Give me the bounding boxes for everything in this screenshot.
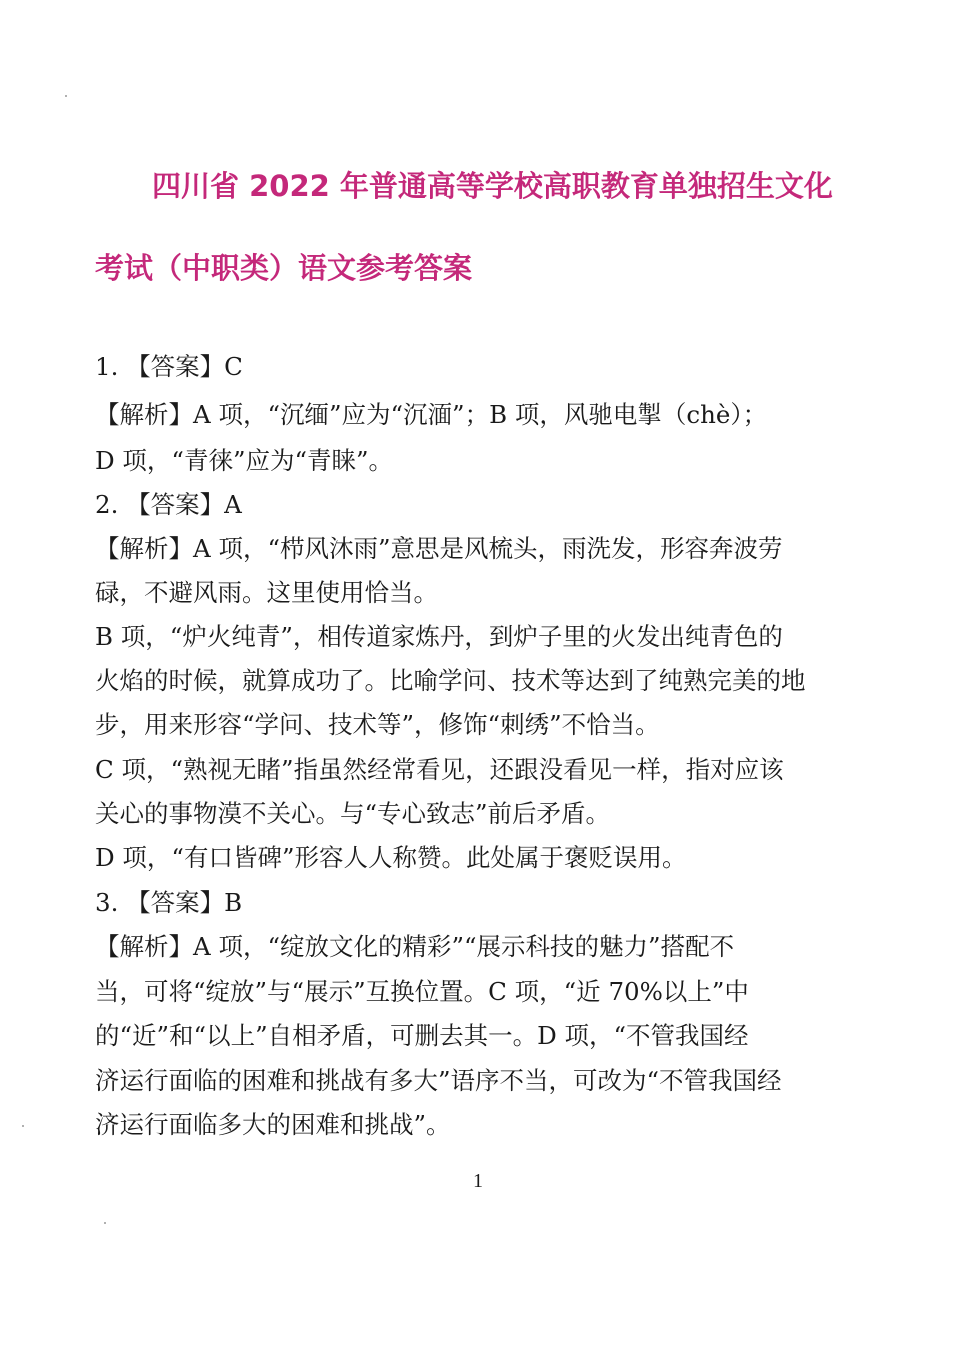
answer-2-heading: 2. 【答案】A	[95, 490, 242, 519]
answer-3-analysis-line: 【解析】A 项，“绽放文化的精彩”“展示科技的魅力”搭配不	[95, 932, 735, 961]
scan-speck	[22, 1125, 24, 1127]
answer-2-analysis-line: 关心的事物漠不关心。与“专心致志”前后矛盾。	[95, 799, 611, 828]
answer-2-analysis-line: 步，用来形容“学问、技术等”，修饰“刺绣”不恰当。	[95, 710, 660, 739]
answer-3-analysis-line: 当，可将“绽放”与“展示”互换位置。C 项，“近 70%以上”中	[95, 977, 749, 1006]
answer-1-analysis-line: D 项，“青徕”应为“青睐”。	[95, 446, 394, 475]
answer-1-analysis-line: 【解析】A 项，“沉缅”应为“沉湎”；B 项，风驰电掣（chè）；	[95, 400, 768, 429]
page-number: 1	[473, 1170, 483, 1192]
answer-2-analysis-line: 火焰的时候，就算成功了。比喻学问、技术等达到了纯熟完美的地	[95, 666, 806, 695]
document-title-line-2: 考试（中职类）语文参考答案	[95, 251, 473, 285]
answer-2-analysis-line: D 项，“有口皆碑”形容人人称赞。此处属于褒贬误用。	[95, 843, 687, 872]
answer-3-heading: 3. 【答案】B	[95, 888, 243, 917]
answer-2-analysis-line: B 项，“炉火纯青”，相传道家炼丹，到炉子里的火发出纯青色的	[95, 622, 783, 651]
answer-2-analysis-line: 碌，不避风雨。这里使用恰当。	[95, 578, 438, 607]
answer-3-analysis-line: 济运行面临多大的困难和挑战”。	[95, 1110, 451, 1139]
scan-speck	[104, 1222, 106, 1224]
answer-3-analysis-line: 济运行面临的困难和挑战有多大”语序不当，可改为“不管我国经	[95, 1066, 782, 1095]
answer-1-heading: 1. 【答案】C	[95, 352, 243, 381]
document-title-line-1: 四川省 2022 年普通高等学校高职教育单独招生文化	[152, 169, 833, 203]
answer-2-analysis-line: 【解析】A 项，“栉风沐雨”意思是风梳头，雨洗发，形容奔波劳	[95, 534, 783, 563]
answer-2-analysis-line: C 项，“熟视无睹”指虽然经常看见，还跟没看见一样，指对应该	[95, 755, 784, 784]
scan-speck	[65, 95, 67, 97]
answer-3-analysis-line: 的“近”和“以上”自相矛盾，可删去其一。D 项，“不管我国经	[95, 1021, 749, 1050]
